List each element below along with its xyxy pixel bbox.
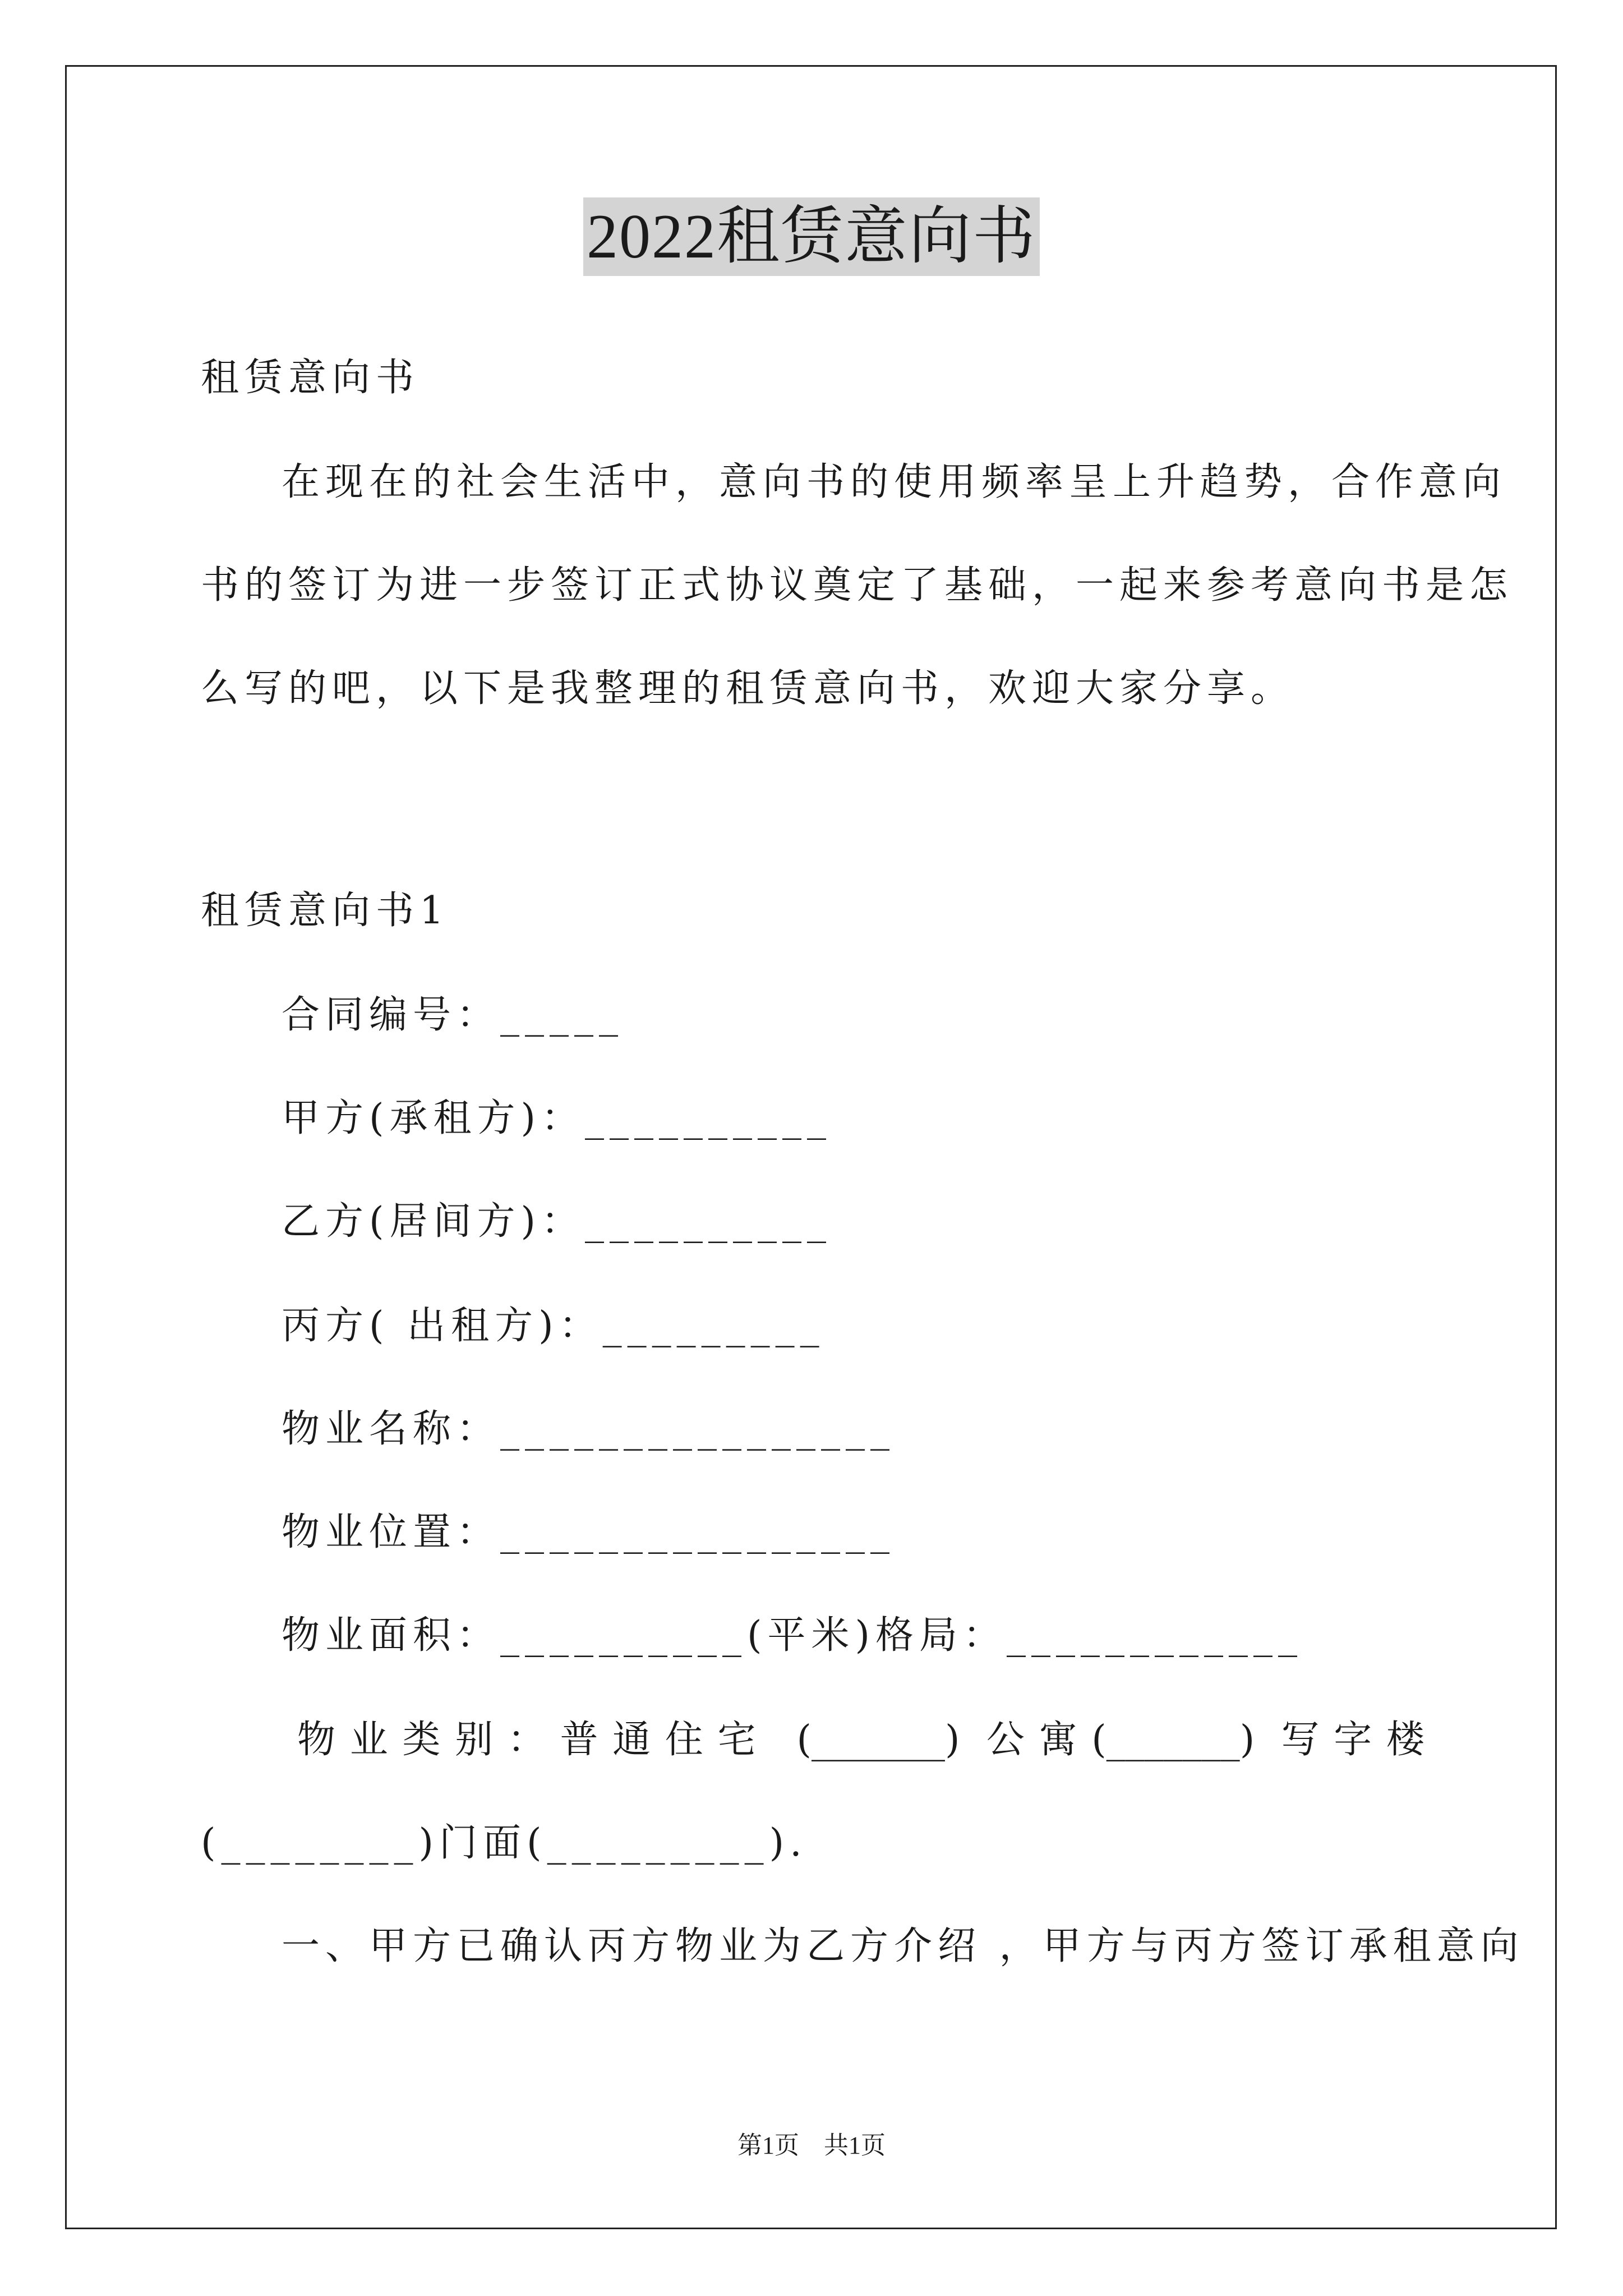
field-property-type-line-1: 物业类别：普通住宅 (_______) 公寓(_______) 写字楼 [297,1718,1424,1762]
intro-line-2: 书的签订为进一步签订正式协议奠定了基础，一起来参考意向书是怎 [201,563,1514,608]
field-party-b: 乙方(居间方)：__________ [282,1199,832,1244]
field-property-type-line-2: (________)门面(_________). [201,1821,808,1865]
field-property-area: 物业面积：__________(平米)格局：____________ [282,1613,1303,1658]
title-container [0,197,1623,276]
intro-line-1: 在现在的社会生活中，意向书的使用频率呈上升趋势，合作意向 [282,460,1507,504]
intro-line-3: 么写的吧，以下是我整理的租赁意向书，欢迎大家分享。 [201,666,1295,711]
field-party-c: 丙方( 出租方)：_________ [282,1304,825,1348]
field-party-a: 甲方(承租方)：__________ [282,1096,832,1140]
section-heading: 租赁意向书1 [201,889,450,933]
field-property-location: 物业位置：________________ [282,1510,896,1554]
document-title: 2022租赁意向书 [583,197,1040,276]
subtitle: 租赁意向书 [201,356,420,400]
page-footer: 第1页 共1页 [737,2132,886,2159]
field-property-name: 物业名称：________________ [282,1407,896,1451]
field-contract-no: 合同编号：_____ [282,993,624,1037]
clause-1: 一、甲方已确认丙方物业为乙方介绍 ，甲方与丙方签订承租意向 [282,1924,1524,1968]
